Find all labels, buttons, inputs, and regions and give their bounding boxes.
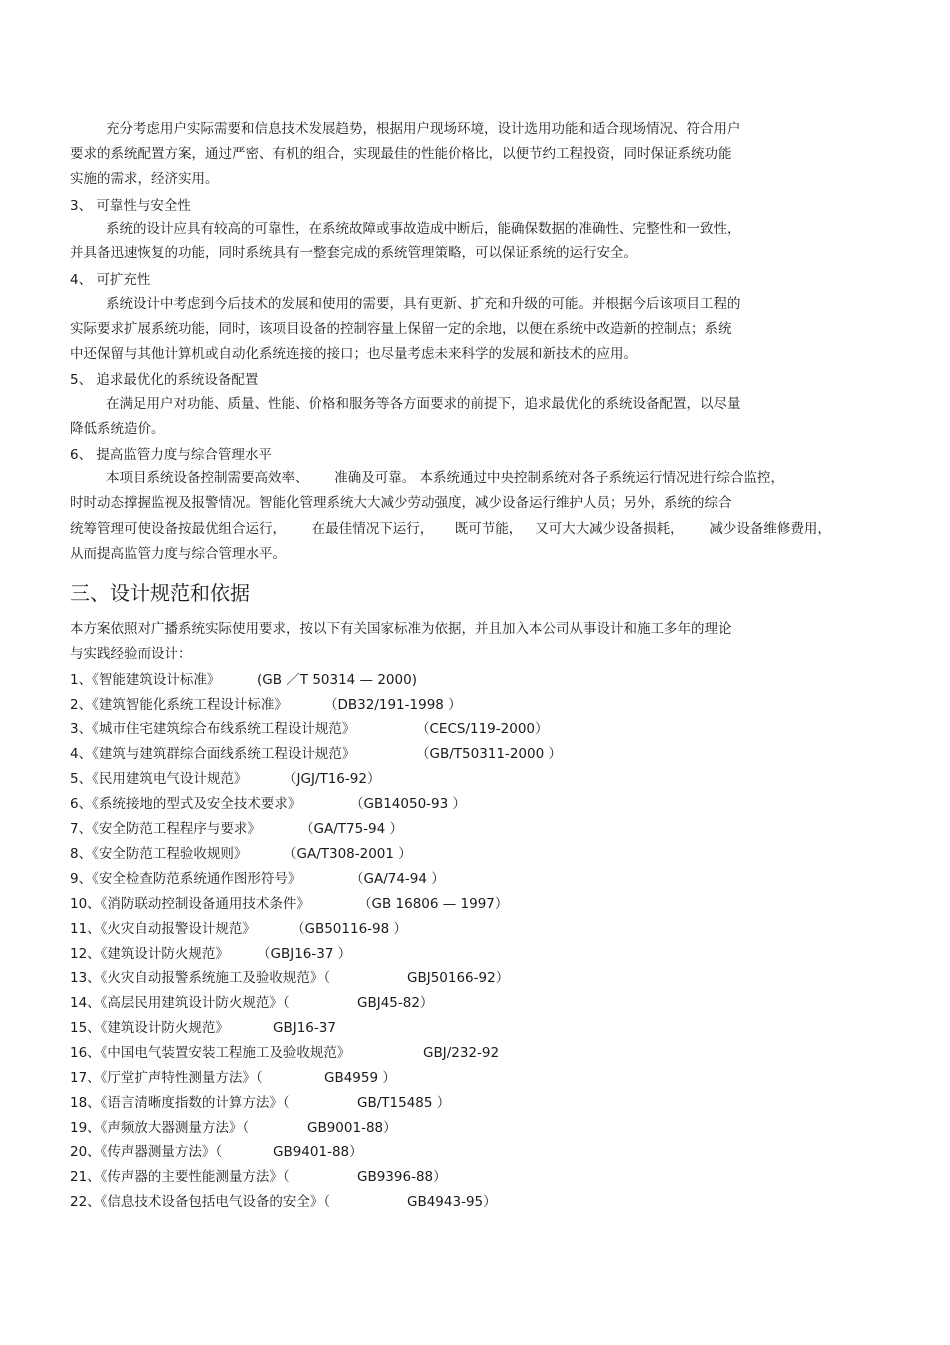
reference-name: 22、《信息技术设备包括电气设备的安全》（ xyxy=(70,1194,331,1210)
reference-code: GB9001-88） xyxy=(307,1120,397,1136)
paragraph-line: 时时动态撑握监视及报警情况。智能化管理系统大大减少劳动强度，减少设备运行维护人员；另外，系统的综合 xyxy=(70,495,732,511)
reference-code: （GB50116-98 ） xyxy=(291,921,408,937)
reference-code: GB4959 ） xyxy=(324,1070,396,1086)
reference-code: （GA/74-94 ） xyxy=(350,871,445,887)
paragraph-line: 从而提高监管力度与综合管理水平。 xyxy=(70,546,286,562)
reference-name: 17、《厅堂扩声特性测量方法》（ xyxy=(70,1070,263,1086)
reference-name: 16、《中国电气装置安装工程施工及验收规范》 xyxy=(70,1045,351,1061)
reference-code: （DB32/191-1998 ） xyxy=(324,697,462,713)
reference-code: (GB ／T 50314 — 2000) xyxy=(257,672,417,688)
section-heading: 3、 可靠性与安全性 xyxy=(70,198,191,214)
reference-name: 13、《火灾自动报警系统施工及验收规范》（ xyxy=(70,970,331,986)
paragraph-line: 系统的设计应具有较高的可靠性，在系统故障或事故造成中断后，能确保数据的准确性、完整性和一致性， xyxy=(106,221,741,237)
reference-code: GB9401-88） xyxy=(273,1144,363,1160)
reference-code: GBJ50166-92） xyxy=(407,970,510,986)
paragraph-line: 中还保留与其他计算机或自动化系统连接的接口；也尽量考虑未来科学的发展和新技术的应用。 xyxy=(70,346,637,362)
paragraph-line: 系统设计中考虑到今后技术的发展和使用的需要，具有更新、扩充和升级的可能。并根据今后该项目工程的 xyxy=(106,296,741,312)
section-heading: 5、 追求最优化的系统设备配置 xyxy=(70,372,259,388)
reference-code: （GB 16806 — 1997） xyxy=(358,896,509,912)
reference-name: 2、《建筑智能化系统工程设计标准》 xyxy=(70,697,288,713)
reference-name: 15、《建筑设计防火规范》 xyxy=(70,1020,229,1036)
reference-name: 9、《安全检查防范系统通作图形符号》 xyxy=(70,871,302,887)
section-heading: 4、 可扩充性 xyxy=(70,272,151,288)
section-heading: 6、 提高监管力度与综合管理水平 xyxy=(70,447,272,463)
reference-code: （GBJ16-37 ） xyxy=(257,946,352,962)
reference-code: （JGJ/T16-92） xyxy=(283,771,381,787)
reference-name: 1、《智能建筑设计标准》 xyxy=(70,672,221,688)
reference-code: GBJ/232-92 xyxy=(423,1045,500,1061)
reference-code: GB/T15485 ） xyxy=(357,1095,451,1111)
reference-name: 18、《语言清晰度指数的计算方法》（ xyxy=(70,1095,290,1111)
reference-code: （GB14050-93 ） xyxy=(350,796,467,812)
paragraph-line: 实际要求扩展系统功能，同时，该项目设备的控制容量上保留一定的余地，以便在系统中改造新的控制点；系统 xyxy=(70,321,732,337)
reference-name: 8、《安全防范工程验收规则》 xyxy=(70,846,248,862)
chapter-title: 三、设计规范和依据 xyxy=(70,581,250,605)
reference-code: GB9396-88） xyxy=(357,1169,447,1185)
reference-name: 12、《建筑设计防火规范》 xyxy=(70,946,229,962)
reference-code: GB4943-95） xyxy=(407,1194,497,1210)
paragraph-line: 在满足用户对功能、质量、性能、价格和服务等各方面要求的前提下，追求最优化的系统设备配置，以尽量 xyxy=(106,396,741,412)
reference-name: 11、《火灾自动报警设计规范》 xyxy=(70,921,256,937)
chapter-intro-line: 本方案依照对广播系统实际使用要求，按以下有关国家标准为依据，并且加入本公司从事设计和施工多年的理论 xyxy=(70,621,732,637)
reference-item xyxy=(70,1193,497,1265)
reference-code: （CECS/119-2000） xyxy=(416,721,549,737)
intro-line: 实施的需求，经济实用。 xyxy=(70,171,219,187)
reference-code: （GB/T50311-2000 ） xyxy=(416,746,562,762)
paragraph-line: 降低系统造价。 xyxy=(70,421,165,437)
reference-name: 4、《建筑与建筑群综合面线系统工程设计规范》 xyxy=(70,746,356,762)
reference-name: 19、《声频放大器测量方法》（ xyxy=(70,1120,250,1136)
intro-line: 要求的系统配置方案，通过严密、有机的组合，实现最佳的性能价格比，以便节约工程投资，同时保证系统功能 xyxy=(70,146,732,162)
paragraph-line: 并具备迅速恢复的功能，同时系统具有一整套完成的系统管理策略，可以保证系统的运行安全。 xyxy=(70,245,637,261)
reference-name: 10、《消防联动控制设备通用技术条件》 xyxy=(70,896,310,912)
reference-code: （GA/T75-94 ） xyxy=(300,821,404,837)
reference-name: 6、《系统接地的型式及安全技术要求》 xyxy=(70,796,302,812)
reference-code: GBJ16-37 xyxy=(273,1020,336,1036)
chapter-intro-line: 与实践经验而设计： xyxy=(70,646,192,662)
reference-code: GBJ45-82） xyxy=(357,995,434,1011)
paragraph-line: 统筹管理可使设备按最优组合运行， 在最佳情况下运行， 既可节能， 又可大大减少设备损耗， 减少设备维修费用， xyxy=(70,521,831,537)
reference-name: 5、《民用建筑电气设计规范》 xyxy=(70,771,248,787)
intro-line: 充分考虑用户实际需要和信息技术发展趋势，根据用户现场环境，设计选用功能和适合现场情况、符合用户 xyxy=(106,121,741,137)
reference-code: （GA/T308-2001 ） xyxy=(283,846,412,862)
reference-name: 21、《传声器的主要性能测量方法》（ xyxy=(70,1169,290,1185)
reference-name: 20、《传声器测量方法》（ xyxy=(70,1144,223,1160)
reference-name: 3、《城市住宅建筑综合布线系统工程设计规范》 xyxy=(70,721,356,737)
paragraph-line: 本项目系统设备控制需要高效率、 准确及可靠。 本系统通过中央控制系统对各子系统运行情况进行综合监控， xyxy=(106,470,785,486)
reference-name: 14、《高层民用建筑设计防火规范》（ xyxy=(70,995,290,1011)
reference-name: 7、《安全防范工程程序与要求》 xyxy=(70,821,261,837)
